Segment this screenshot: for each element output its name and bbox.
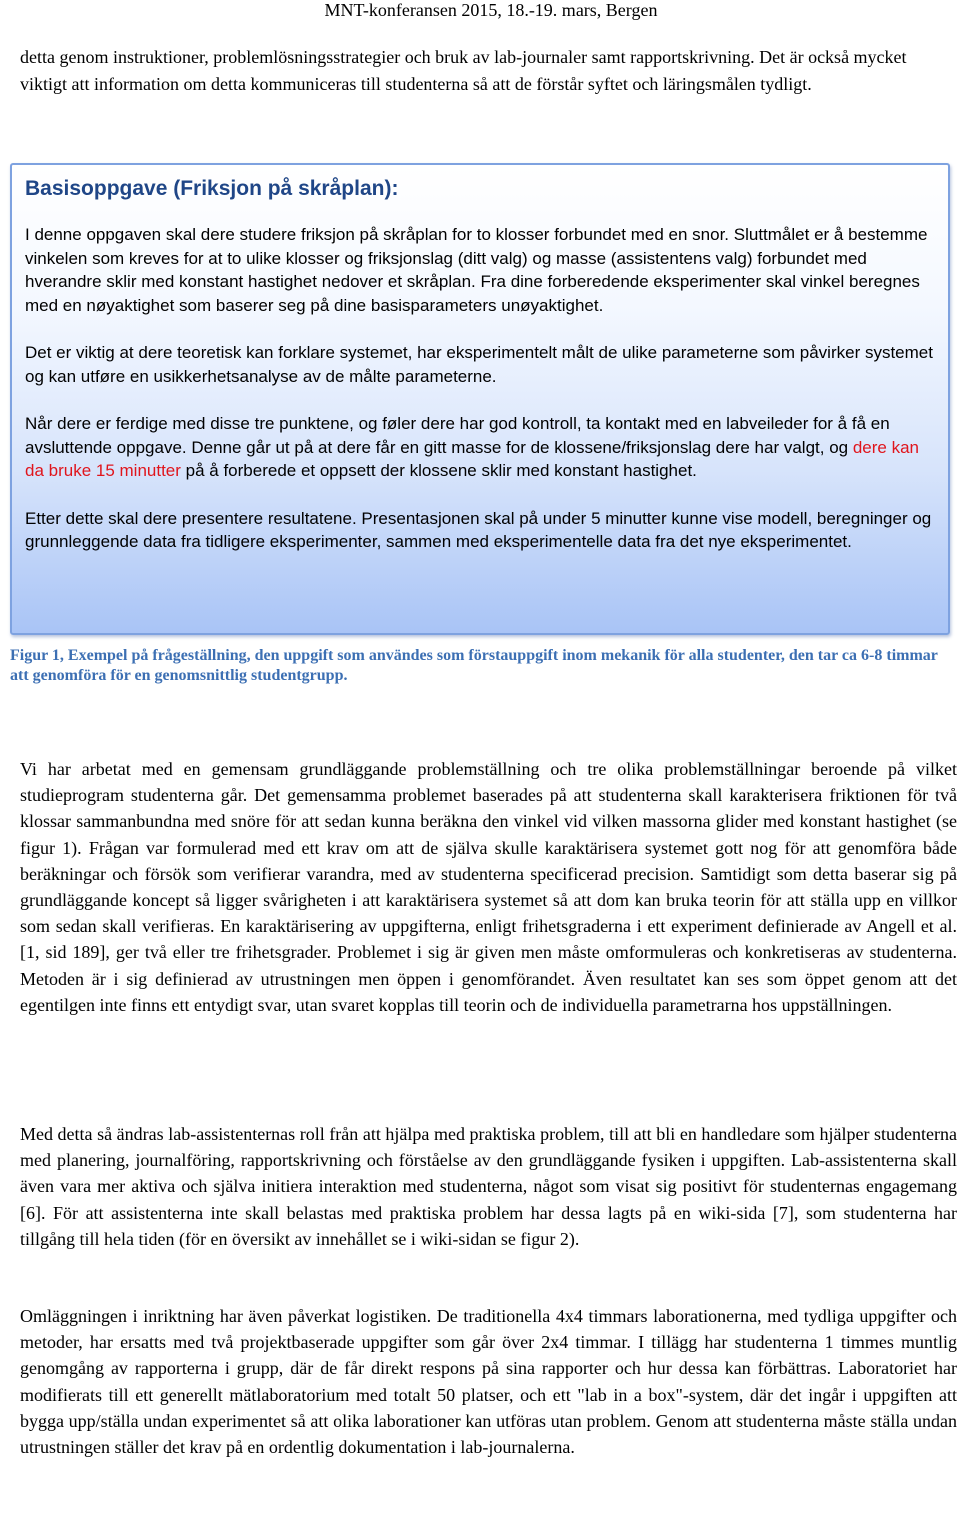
figure-box-paragraph: I denne oppgaven skal dere studere friksjon på skråplan for to klosser forbundet med en snor. Sluttmålet er å bestemme vinkelen som kreves for at to ulike klosser og friksjonslag (ditt valg) og masse (assistentens valg) forbundet med hverandre sklir med konstant hastighet nedover et skråplan. Fra dine forberedende eksperimenter skal vinkel beregnes med en nøyaktighet som baserer seg på dine basisparameters unøyaktighet.	[25, 225, 928, 315]
figure-box-title: Basisoppgave (Friksjon på skråplan):	[25, 177, 399, 200]
figure-box-paragraph: Det er viktig at dere teoretisk kan forklare systemet, har eksperimentelt målt de ulike parameterne som påvirker systemet og kan utføre en usikkerhetsanalyse av de målte parameterne.	[25, 343, 933, 386]
figure-box	[10, 163, 950, 635]
body-paragraph: Med detta så ändras lab-assistenternas roll från att hjälpa med praktiska problem, till att bli en handledare som hjälper studenterna med planering, journalföring, rapportskrivning och förståelse av den grundläggande fysiken i uppgiften. Lab-assistenterna skall även vara mer aktiva och själva initiera interaktion med studenterna, något som visat sig positivt för studenternas engagemang [6]. För att assistenterna inte skall belastas med praktiska problem har dessa lagts på en wiki-sida [7], som studenterna har tillgång till hela tiden (för en översikt av innehållet se i wiki-sidan se figur 2).	[20, 1124, 957, 1249]
body-paragraph: Vi har arbetat med en gemensam grundläggande problemställning och tre olika problemställningar beroende på vilket studieprogram studenterna går. Det gemensamma problemet baserades på att studenterna skall karakterisera friktionen för två klossar sammanbundna med snöre för att sedan kunna beräkna den vinkel vid vilken massorna glider med konstant hastighet (se figur 1). Frågan var formulerad med ett krav om att de själva skulle karaktärisera systemet gott nog för att genomföra både beräkningar och försök som verifierar varandra, med av studenterna specificerad precision. Samtidigt som detta baserar sig på grundläggande koncept så ligger svårigheten i att karaktärisera systemet så att dom kan bruka teorin för att ställa upp en villkor som sedan skall verifieras. En karaktärisering av uppgifterna, enligt frihetsgraderna i ett experiment definierade av Angell et al. [1, sid 189], ger två eller tre frihetsgrader. Problemet i sig är given men måste omformuleras och konkretiseras av studenterna. Metoden är i sig definierad av utrustningen men öppen i genomförandet. Även resultatet kan ses som öppet genom att det egentilgen inte finns ett entydigt svar, utan svaret kopplas till teorin och de individuella parametrarna hos uppställningen.	[20, 759, 957, 1015]
highlighted-time-limit: dere kan da bruke 15 minutter	[25, 437, 920, 480]
figure-box-paragraph: Etter dette skal dere presentere resultatene. Presentasjonen skal på under 5 minutter kunne vise modell, beregninger og grunnleggende data fra tidligere eksperimenter, sammen med eksperimentelle data fra det nye eksperimentet.	[25, 508, 932, 551]
paragraph-text: på å forberede et oppsett der klossene sklir med konstant hastighet.	[180, 461, 697, 480]
paragraph-text: Når dere er ferdige med disse tre punktene, og føler dere har god kontroll, ta kontakt med en labveileder for å få en avsluttende oppgave. Denne går ut på at dere får en gitt masse for de klossene/friksjonslag dere har valgt, og	[25, 414, 890, 457]
running-header: MNT-konferansen 2015, 18.-19. mars, Bergen	[324, 0, 658, 20]
figure-caption: Figur 1, Exempel på frågeställning, den uppgift som användes som förstauppgift inom mekanik för alla studenter, den tar ca 6-8 timmar att genomföra för en genomsnittlig studentgrupp.	[10, 647, 938, 684]
body-paragraph: Omläggningen i inriktning har även påverkat logistiken. De traditionella 4x4 timmars laborationerna, med tydliga uppgifter och metoder, har ersatts med två projektbaserade uppgifter som går över 2x4 timmar. I tillägg har studenterna 1 timmes muntlig genomgång av rapporterna i grupp, där de får direkt respons på sina rapporter och hur dessa kan förbättras. Laboratoriet har modifierats till ett generellt mätlaboratorium med totalt 50 platser, och ett "lab in a box"-system, där det ingår i uppgiften att bygga upp/ställa undan experimentet så att olika laborationer kan utföras utan problem. Genom att studenterna måste ställa undan utrustningen ställer det krav på en ordentlig dokumentation i lab-journalerna.	[20, 1306, 957, 1458]
intro-paragraph: detta genom instruktioner, problemlösningsstrategier och bruk av lab-journaler samt rapportskrivning. Det är också mycket viktigt att information om detta kommuniceras till studenterna så att de förstår syftet och läringsmålen tydligt.	[20, 47, 907, 94]
figure-box-paragraph	[25, 412, 934, 483]
